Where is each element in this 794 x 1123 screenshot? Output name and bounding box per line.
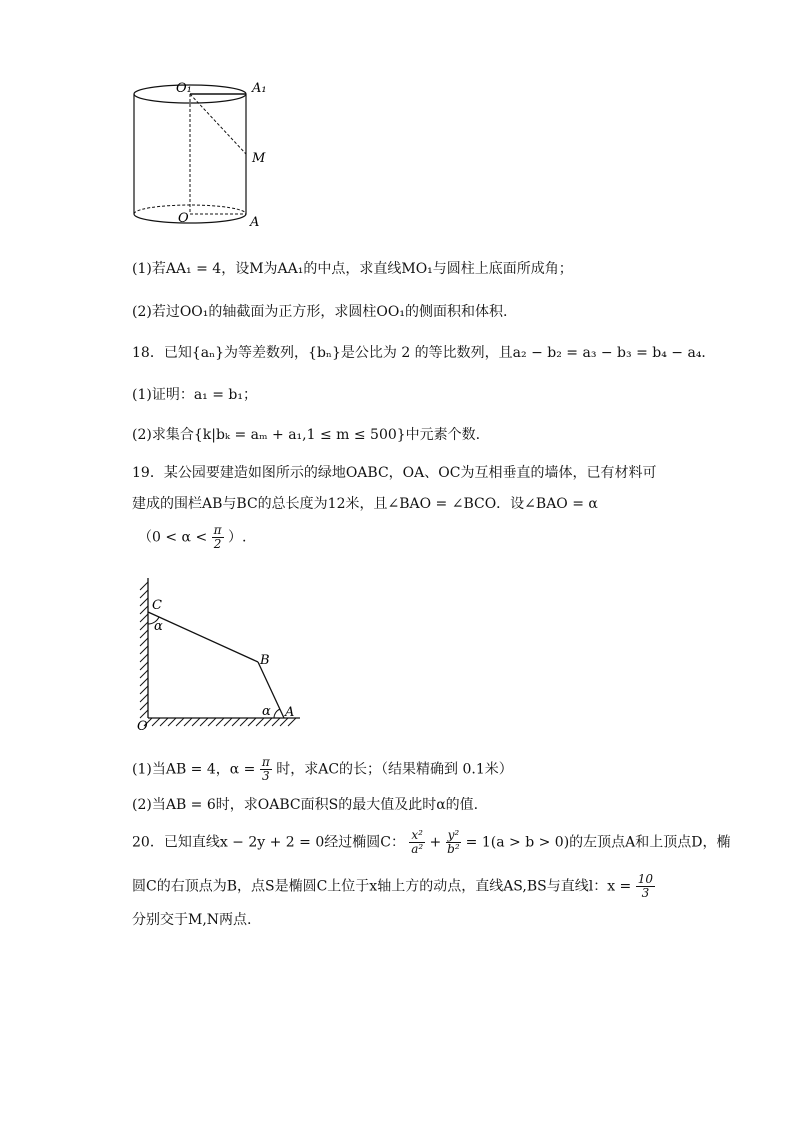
label-a2: A xyxy=(285,705,295,720)
q20-y-den: b² xyxy=(447,842,460,856)
ground-hatch xyxy=(248,718,256,726)
q20-line2 xyxy=(132,873,655,900)
wall-hatch xyxy=(140,614,148,622)
q20-l1-pre: 20．已知直线x − 2y + 2 = 0经过椭圆C： xyxy=(132,834,405,851)
wall-hatch xyxy=(140,582,148,590)
label-o: O xyxy=(178,211,189,226)
wall-hatch xyxy=(140,702,148,710)
label-o1: O₁ xyxy=(176,81,192,96)
q20-l2-pre: 圆C的右顶点为B，点S是椭圆C上位于x轴上方的动点，直线AS,BS与直线l：x = xyxy=(132,878,632,895)
wall-hatch xyxy=(140,686,148,694)
ground-hatch xyxy=(200,718,208,726)
q18-stem: 18．已知{aₙ}为等差数列，{bₙ}是公比为 2 的等比数列，且a₂ − b₂ = a₃ − b₃ = b₄ − a₄． xyxy=(132,345,716,361)
q20-x-fraction xyxy=(409,829,425,856)
ground-hatch xyxy=(208,718,216,726)
q20-y-num: y² xyxy=(447,828,460,842)
q19-p1-den: 3 xyxy=(261,769,270,783)
wall-hatch xyxy=(140,630,148,638)
q19-range-post: ）. xyxy=(227,529,247,546)
ground-hatch xyxy=(272,718,280,726)
ground-hatch xyxy=(240,718,248,726)
ground-hatch xyxy=(184,718,192,726)
q19-part1 xyxy=(132,756,513,783)
q19-p1-num: π xyxy=(261,755,270,769)
wall-hatch xyxy=(140,710,148,718)
q19-range-den: 2 xyxy=(213,537,222,551)
wall-hatch xyxy=(140,590,148,598)
q20-line3: 分别交于M,N两点. xyxy=(132,912,252,928)
ground-hatch xyxy=(264,718,272,726)
garden-figure xyxy=(134,574,310,734)
label-m: M xyxy=(252,151,266,166)
ground-hatch xyxy=(192,718,200,726)
wall-hatch xyxy=(140,638,148,646)
ground-hatch xyxy=(160,718,168,726)
ground-hatch xyxy=(232,718,240,726)
q19-range-fraction xyxy=(212,524,224,551)
wall-hatch xyxy=(140,598,148,606)
q20-l2-den: 3 xyxy=(641,886,650,900)
q20-y-fraction xyxy=(446,829,462,856)
ground-hatch xyxy=(176,718,184,726)
label-alpha-a: α xyxy=(262,704,271,719)
wall-hatch xyxy=(140,606,148,614)
ground-hatch xyxy=(256,718,264,726)
q17-part1: (1)若AA₁ = 4，设M为AA₁的中点，求直线MO₁与圆柱上底面所成角； xyxy=(132,261,573,277)
q19-stem-line1: 19．某公园要建造如图所示的绿地OABC，OA、OC为互相垂直的墙体，已有材料可 xyxy=(132,465,657,481)
label-alpha-c: α xyxy=(154,619,163,634)
q19-p1-fraction xyxy=(260,756,272,783)
q19-range-num: π xyxy=(213,523,222,537)
label-a1: A₁ xyxy=(252,81,267,96)
ground-hatch xyxy=(224,718,232,726)
q20-x-den: a² xyxy=(411,842,424,856)
q20-line1 xyxy=(132,829,731,856)
label-b: B xyxy=(260,653,270,668)
wall-hatch xyxy=(140,694,148,702)
q20-plus: + xyxy=(429,834,442,851)
q19-range-pre: （0 < α < xyxy=(138,529,208,546)
ground-hatch xyxy=(152,718,160,726)
q19-range xyxy=(138,524,246,551)
wall-hatch xyxy=(140,622,148,630)
q20-l2-fraction xyxy=(636,873,655,900)
q20-l2-num: 10 xyxy=(637,872,654,886)
wall-hatch xyxy=(140,670,148,678)
wall-hatch xyxy=(140,646,148,654)
label-c: C xyxy=(152,598,162,613)
cylinder-figure xyxy=(128,76,278,236)
q20-l1-post: = 1(a > b > 0)的左顶点A和上顶点D，椭 xyxy=(465,834,731,851)
ground-hatch xyxy=(216,718,224,726)
q19-p1-pre: (1)当AB = 4，α = xyxy=(132,761,256,778)
wall-hatch xyxy=(140,654,148,662)
q17-part2: (2)若过OO₁的轴截面为正方形，求圆柱OO₁的侧面积和体积. xyxy=(132,304,508,320)
label-o2: O xyxy=(137,719,148,734)
label-a: A xyxy=(250,215,260,230)
wall-hatch xyxy=(140,662,148,670)
wall-hatch xyxy=(140,678,148,686)
q19-part2: (2)当AB = 6时，求OABC面积S的最大值及此时α的值. xyxy=(132,797,479,813)
q19-p1-post: 时，求AC的长；（结果精确到 0.1米） xyxy=(276,761,513,778)
q19-stem-line2: 建成的围栏AB与BC的总长度为12米，且∠BAO = ∠BCO．设∠BAO = α xyxy=(132,496,598,512)
q20-x-num: x² xyxy=(411,828,423,842)
ground-hatch xyxy=(168,718,176,726)
q18-part2: (2)求集合{k|bₖ = aₘ + a₁,1 ≤ m ≤ 500}中元素个数. xyxy=(132,427,481,443)
q18-part1: (1)证明：a₁ = b₁； xyxy=(132,387,257,403)
